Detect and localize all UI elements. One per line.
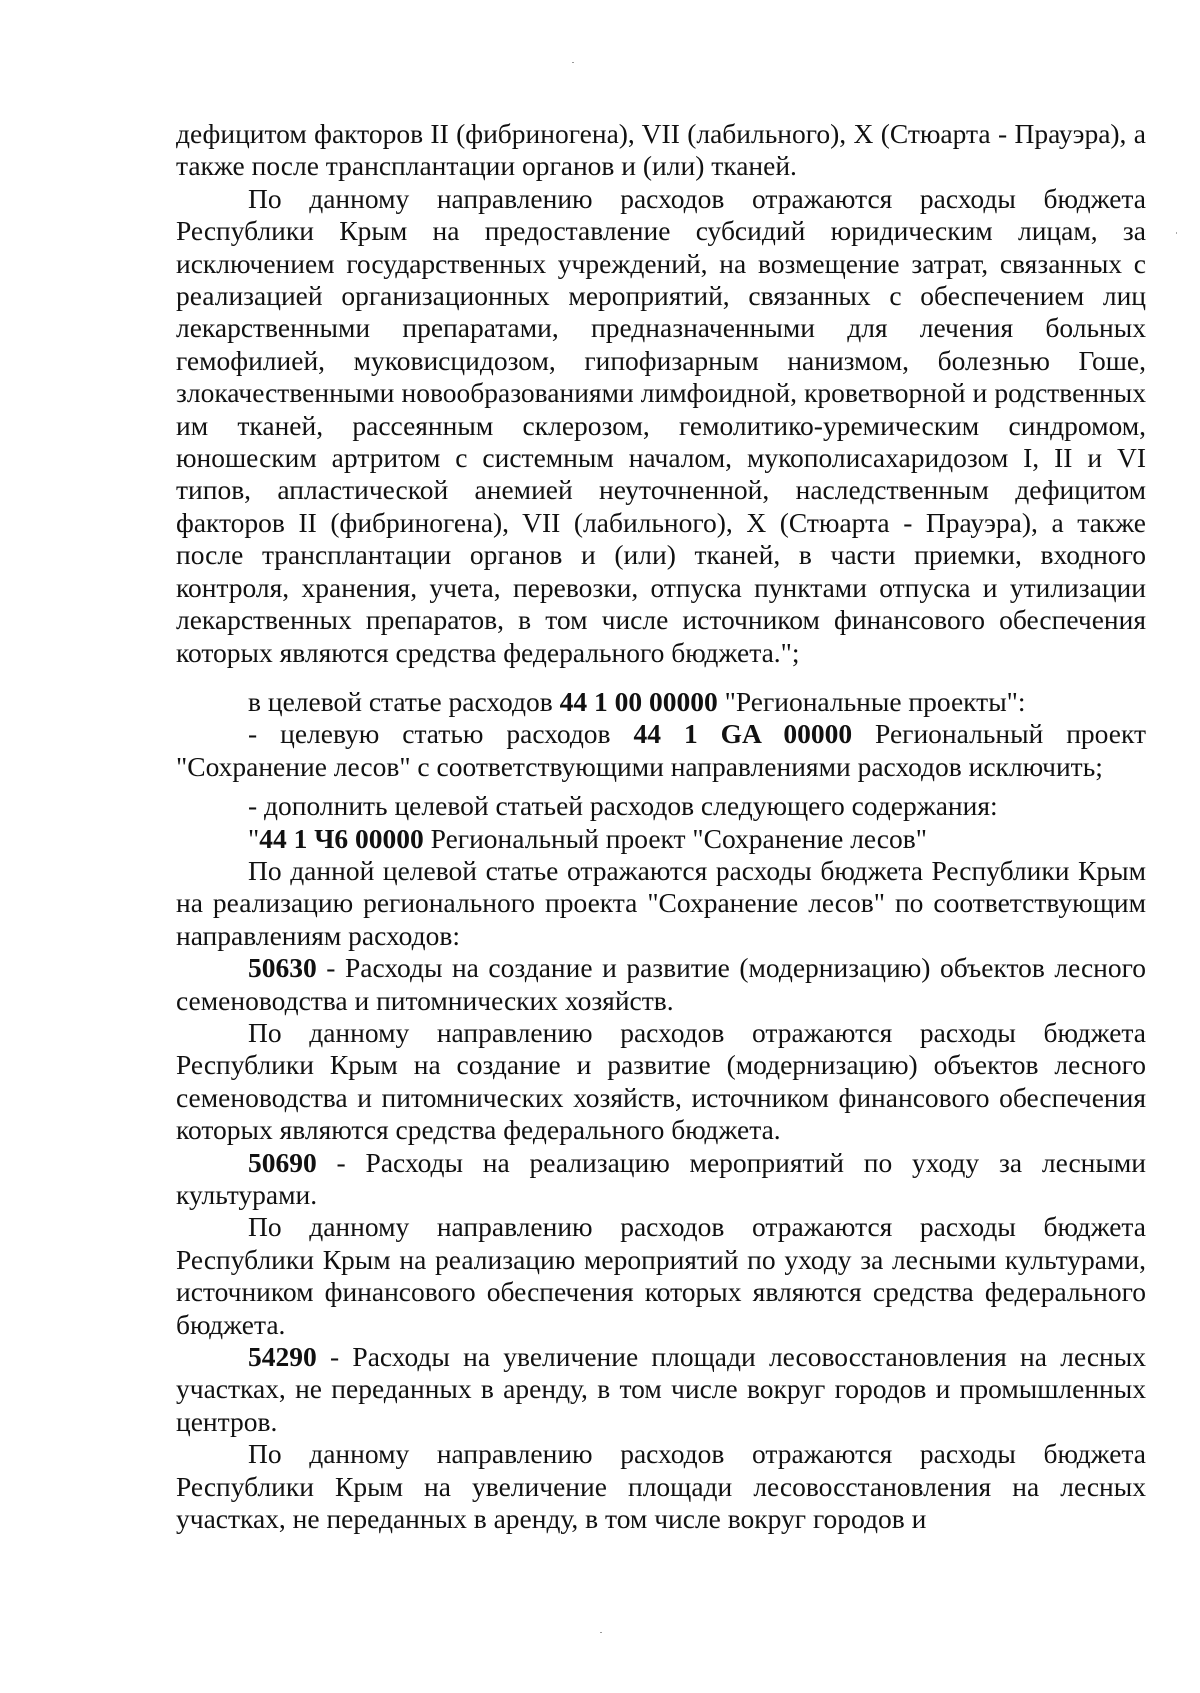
paragraph-text: "Региональные проекты": bbox=[717, 685, 1026, 717]
paragraph-text: По данному направлению расходов отражаются расходы бюджета Республики Крым на увеличение площади лесовосстановления на лесных участках, не переданных в аренду, в том числе вокруг городов и bbox=[176, 1438, 1146, 1535]
paragraph-text: По данному направлению расходов отражаются расходы бюджета Республики Крым на реализацию мероприятий по уходу за лесными культурами, источником финансового обеспечения которых являются средства федерального бюджета. bbox=[176, 1211, 1146, 1340]
direction-code: 54290 bbox=[248, 1341, 317, 1373]
document-body bbox=[176, 118, 1146, 1535]
direction-code: 50630 bbox=[248, 952, 317, 984]
scan-speck bbox=[1176, 232, 1177, 234]
paragraph-text: " bbox=[248, 822, 260, 854]
paragraph-text: Региональный проект "Сохранение лесов" с соответствующими направлениями расходов исключить; bbox=[176, 718, 1146, 782]
paragraph-add-article bbox=[176, 790, 1146, 822]
scan-speck bbox=[572, 62, 574, 63]
paragraph-direction-54290-description bbox=[176, 1438, 1146, 1535]
paragraph-direction-50630-description bbox=[176, 1017, 1146, 1147]
paragraph-text: По данному направлению расходов отражаются расходы бюджета Республики Крым на создание и развитие (модернизацию) объектов лесного семеноводства и питомнических хозяйств, источником финансового обеспечения которых являются средства федерального бюджета. bbox=[176, 1016, 1146, 1146]
article-code: 44 1 00 00000 bbox=[559, 685, 718, 717]
paragraph-text: Региональный проект "Сохранение лесов" bbox=[423, 822, 927, 854]
paragraph-target-article bbox=[176, 686, 1146, 718]
paragraph-text: - Расходы на создание и развитие (модернизацию) объектов лесного семеноводства и питомнических хозяйств. bbox=[176, 952, 1146, 1016]
paragraph-direction-50690 bbox=[176, 1147, 1146, 1212]
paragraph-expenses-description bbox=[176, 183, 1146, 669]
paragraph-new-article-title bbox=[176, 823, 1146, 855]
article-code: 44 1 GA 00000 bbox=[633, 718, 853, 750]
paragraph-text: По данному направлению расходов отражаются расходы бюджета Республики Крым на предоставление субсидий юридическим лицам, за исключением государственных учреждений, на возмещение затрат, связанных с реализацией организационных мероприятий, связанных с обеспечением лиц лекарственными препаратами, предназначенными для лечения больных гемофилией, муковисцидозом, гипофизарным нанизмом, болезнью Гоше, злокачественными новообразованиями лимфоидной, кроветворной и родственных им тканей, рассеянным склерозом, гемолитико-уремическим синдромом, юношеским артритом с системным началом, мукополисахаридозом I, II и VI типов, апластической анемией неуточненной, наследственным дефицитом факторов II (фибриногена), VII (лабильного), X (Стюарта - Прауэра), а также после трансплантации органов и (или) тканей, в части приемки, входного контроля, хранения, учета, перевозки, отпуска пунктами отпуска и утилизации лекарственных препаратов, в том числе источником финансового обеспечения которых являются средства федерального бюджета."; bbox=[176, 182, 1146, 668]
paragraph-direction-50690-description bbox=[176, 1211, 1146, 1341]
paragraph-text: - Расходы на реализацию мероприятий по уходу за лесными культурами. bbox=[176, 1146, 1146, 1210]
paragraph-text: - целевую статью расходов bbox=[248, 718, 634, 750]
paragraph-text: в целевой статье расходов bbox=[248, 685, 560, 717]
paragraph-article-description bbox=[176, 855, 1146, 952]
paragraph-text: По данной целевой статье отражаются расходы бюджета Республики Крым на реализацию регионального проекта "Сохранение лесов" по соответствующим направлениям расходов: bbox=[176, 854, 1146, 951]
paragraph-direction-50630 bbox=[176, 952, 1146, 1017]
direction-code: 50690 bbox=[248, 1146, 317, 1178]
paragraph-continuation bbox=[176, 118, 1146, 183]
paragraph-text: - Расходы на увеличение площади лесовосстановления на лесных участках, не переданных в аренду, в том числе вокруг городов и промышленных центров. bbox=[176, 1341, 1146, 1437]
paragraph-exclude-article bbox=[176, 718, 1146, 783]
article-code: 44 1 Ч6 00000 bbox=[259, 822, 424, 854]
scan-speck bbox=[600, 1632, 602, 1633]
paragraph-direction-54290 bbox=[176, 1341, 1146, 1438]
paragraph-text: дефицитом факторов II (фибриногена), VII (лабильного), X (Стюарта - Прауэра), а также после трансплантации органов и (или) тканей. bbox=[176, 118, 1146, 182]
paragraph-text: - дополнить целевой статьей расходов следующего содержания: bbox=[248, 790, 998, 822]
